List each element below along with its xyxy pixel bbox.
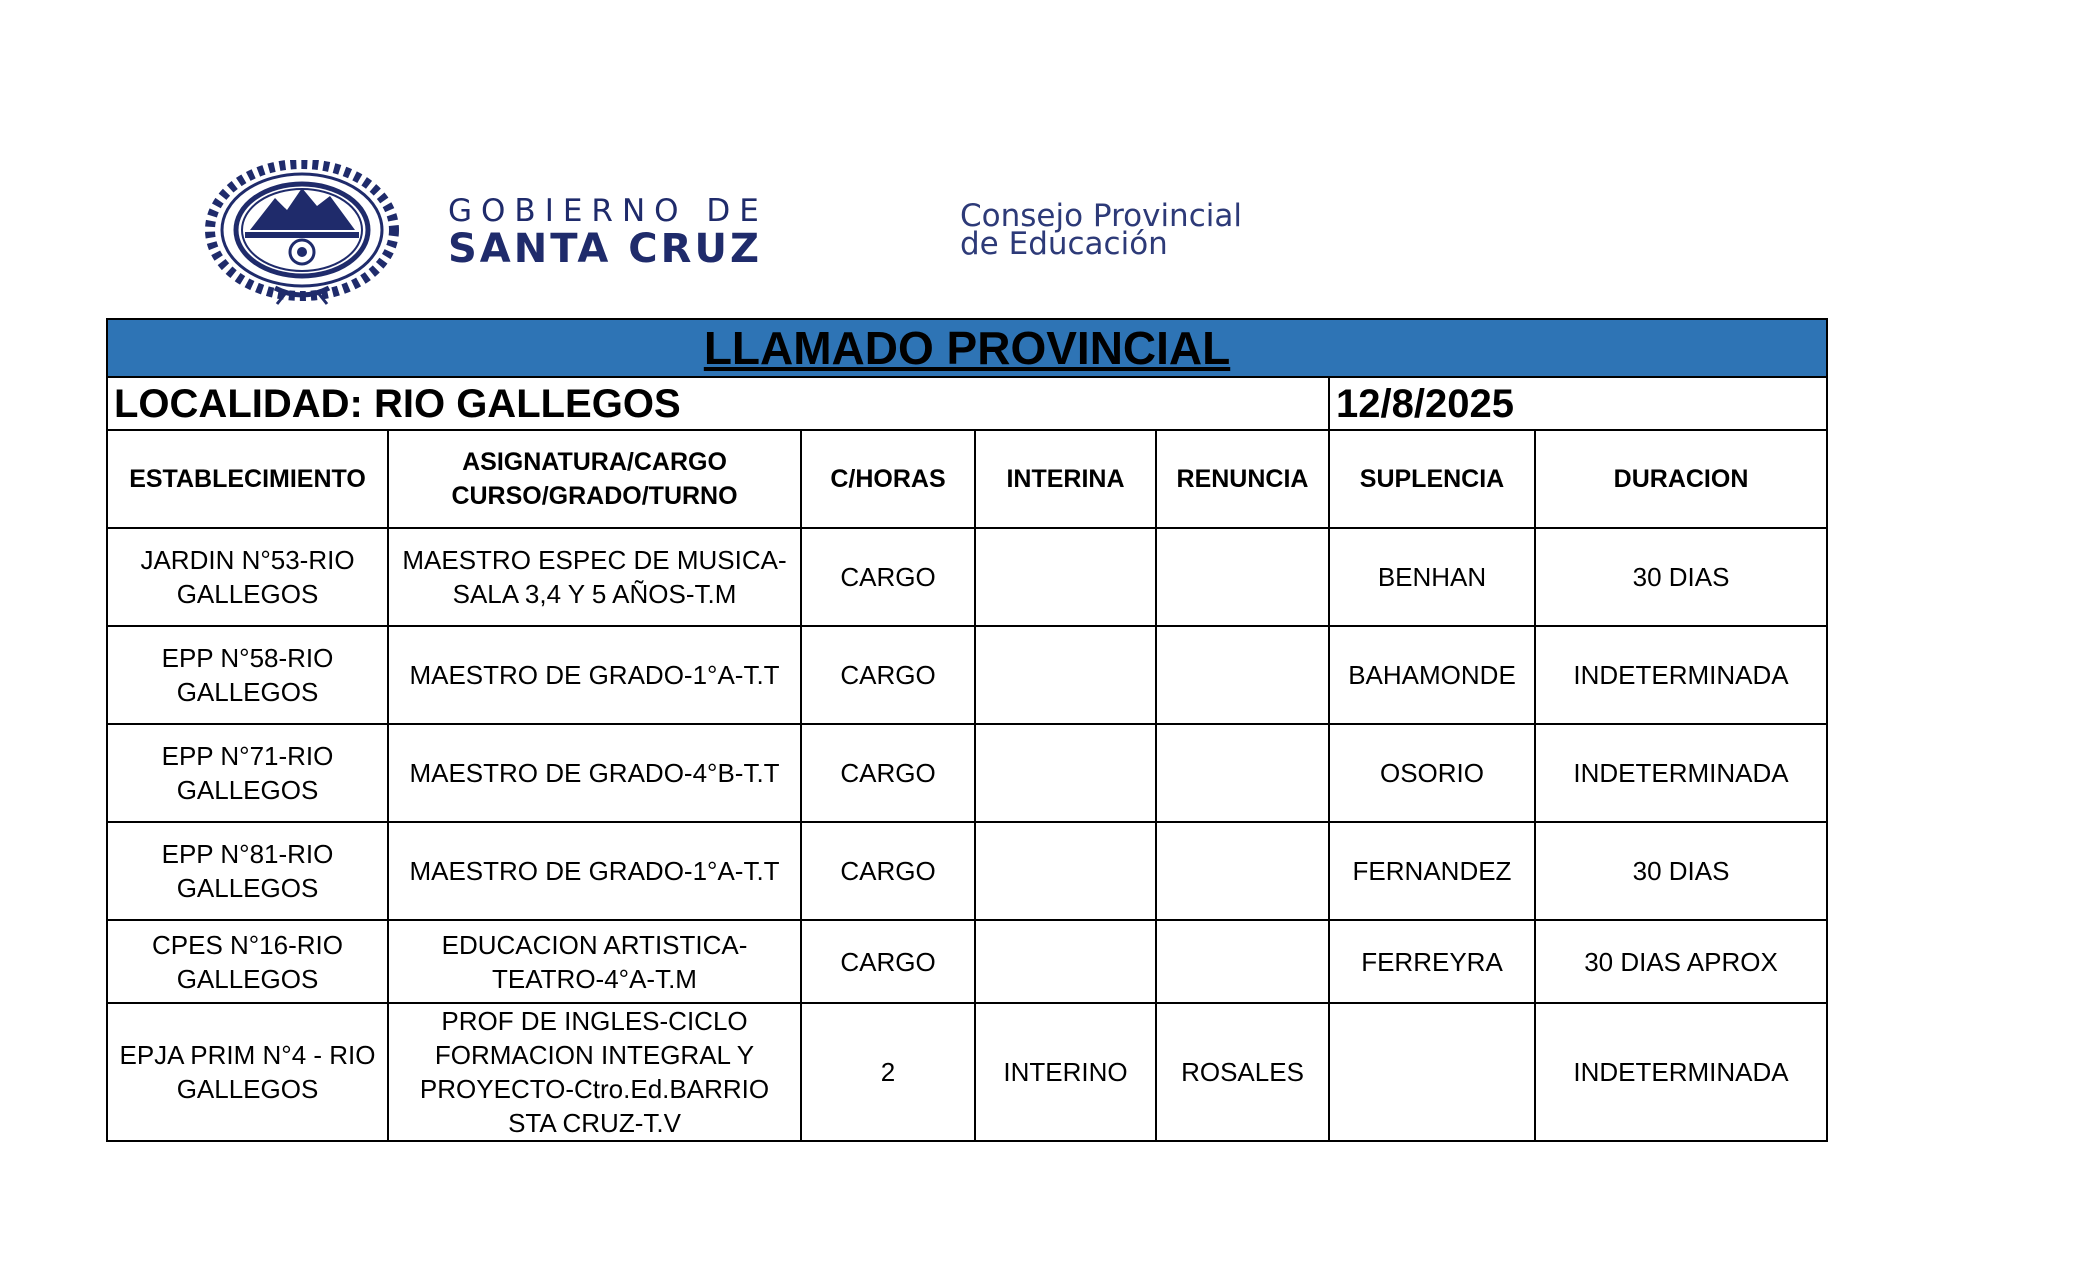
cell-horas: 2: [801, 1003, 975, 1141]
government-name-line2: SANTA CRUZ: [448, 226, 762, 272]
cell-asignatura: PROF DE INGLES-CICLO FORMACION INTEGRAL Y PROYECTO-Ctro.Ed.BARRIO STA CRUZ-T.V: [388, 1003, 801, 1141]
cell-duracion: INDETERMINADA: [1535, 724, 1827, 822]
cell-asignatura: MAESTRO DE GRADO-4°B-T.T: [388, 724, 801, 822]
cell-suplencia: BAHAMONDE: [1329, 626, 1535, 724]
government-name: [448, 193, 768, 272]
cell-horas: CARGO: [801, 822, 975, 920]
table-row: [107, 822, 1827, 920]
column-header-renuncia: RENUNCIA: [1156, 430, 1329, 528]
council-name-line1: Consejo Provincial: [960, 198, 1242, 234]
cell-suplencia: [1329, 1003, 1535, 1141]
cell-establecimiento: EPP N°81-RIO GALLEGOS: [107, 822, 388, 920]
cell-establecimiento: EPP N°71-RIO GALLEGOS: [107, 724, 388, 822]
cell-interina: [975, 626, 1156, 724]
table-row: [107, 1003, 1827, 1141]
cell-asignatura: MAESTRO ESPEC DE MUSICA-SALA 3,4 Y 5 AÑOS-T.M: [388, 528, 801, 626]
cell-suplencia: FERREYRA: [1329, 920, 1535, 1003]
santa-cruz-seal-logo: [205, 160, 400, 305]
cell-renuncia: [1156, 920, 1329, 1003]
table-row: [107, 724, 1827, 822]
column-header-asignatura: ASIGNATURA/CARGO CURSO/GRADO/TURNO: [388, 430, 801, 528]
government-name-line1: GOBIERNO DE: [448, 193, 768, 229]
cell-suplencia: BENHAN: [1329, 528, 1535, 626]
cell-establecimiento: CPES N°16-RIO GALLEGOS: [107, 920, 388, 1003]
cell-interina: [975, 920, 1156, 1003]
cell-interina: [975, 528, 1156, 626]
council-name: [960, 198, 1242, 262]
cell-suplencia: FERNANDEZ: [1329, 822, 1535, 920]
cell-duracion: 30 DIAS: [1535, 528, 1827, 626]
column-header-duracion: DURACION: [1535, 430, 1827, 528]
locality-label: LOCALIDAD: RIO GALLEGOS: [107, 377, 1329, 430]
column-header-suplencia: SUPLENCIA: [1329, 430, 1535, 528]
column-header-horas: C/HORAS: [801, 430, 975, 528]
table-row: [107, 528, 1827, 626]
cell-horas: CARGO: [801, 724, 975, 822]
title-row: [107, 319, 1827, 377]
cell-asignatura: MAESTRO DE GRADO-1°A-T.T: [388, 822, 801, 920]
cell-duracion: 30 DIAS APROX: [1535, 920, 1827, 1003]
cell-horas: CARGO: [801, 626, 975, 724]
cell-duracion: INDETERMINADA: [1535, 626, 1827, 724]
cell-asignatura: EDUCACION ARTISTICA-TEATRO-4°A-T.M: [388, 920, 801, 1003]
cell-interina: INTERINO: [975, 1003, 1156, 1141]
cell-renuncia: [1156, 822, 1329, 920]
column-header-interina: INTERINA: [975, 430, 1156, 528]
cell-duracion: INDETERMINADA: [1535, 1003, 1827, 1141]
cell-interina: [975, 822, 1156, 920]
cell-establecimiento: EPJA PRIM N°4 - RIO GALLEGOS: [107, 1003, 388, 1141]
table-row: [107, 626, 1827, 724]
cell-renuncia: ROSALES: [1156, 1003, 1329, 1141]
column-header-establecimiento: ESTABLECIMIENTO: [107, 430, 388, 528]
cell-renuncia: [1156, 528, 1329, 626]
cell-renuncia: [1156, 724, 1329, 822]
cell-duracion: 30 DIAS: [1535, 822, 1827, 920]
cell-establecimiento: JARDIN N°53-RIO GALLEGOS: [107, 528, 388, 626]
cell-interina: [975, 724, 1156, 822]
cell-renuncia: [1156, 626, 1329, 724]
document-title: LLAMADO PROVINCIAL: [107, 319, 1827, 377]
vacancy-table: [106, 318, 1828, 1142]
council-name-line2: de Educación: [960, 226, 1168, 262]
cell-horas: CARGO: [801, 920, 975, 1003]
table-row: [107, 920, 1827, 1003]
cell-asignatura: MAESTRO DE GRADO-1°A-T.T: [388, 626, 801, 724]
table-header-row: [107, 430, 1827, 528]
cell-suplencia: OSORIO: [1329, 724, 1535, 822]
document-header: [205, 160, 1405, 305]
locality-row: [107, 377, 1827, 430]
cell-horas: CARGO: [801, 528, 975, 626]
document-date: 12/8/2025: [1329, 377, 1827, 430]
cell-establecimiento: EPP N°58-RIO GALLEGOS: [107, 626, 388, 724]
